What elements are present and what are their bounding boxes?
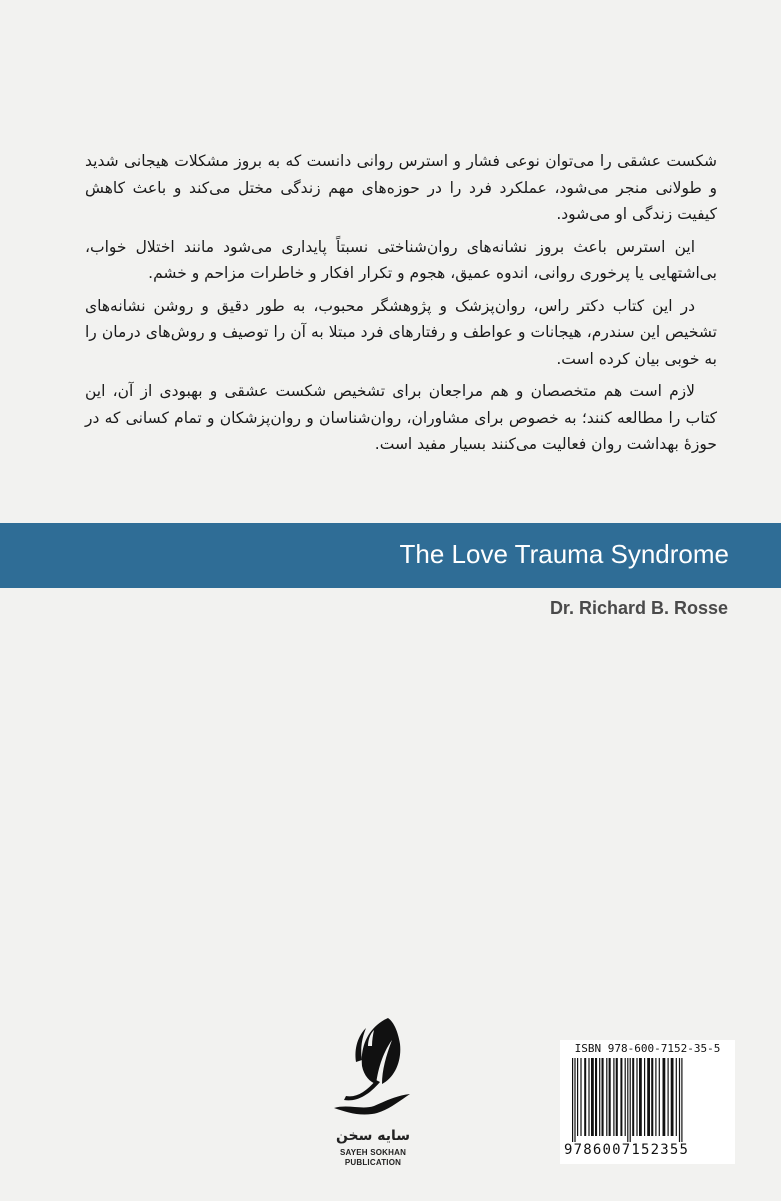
author-name: Dr. Richard B. Rosse [549, 598, 728, 618]
barcode-bar [620, 1058, 622, 1136]
title-band [0, 523, 781, 588]
barcode-bar [644, 1058, 645, 1136]
barcode-bar [574, 1058, 575, 1142]
description-paragraph-1: شکست عشقی را می‌توان نوعی فشار و استرس روانی دانست که به بروز مشکلات هیجانی شدید و طولانی منجر می‌شود، عملکرد فرد را در حوزه‌های مهم زندگی مختل می‌کند و باعث کاهش کیفیت زندگی او می‌شود. [85, 152, 717, 223]
barcode-bar [671, 1058, 674, 1136]
barcode-bar [668, 1058, 669, 1136]
english-title: The Love Trauma Syndrome [399, 539, 729, 569]
barcode-bar [639, 1058, 642, 1136]
isbn-label: ISBN 978-600-7152-35-5 [574, 1042, 721, 1055]
barcode-bar [655, 1058, 656, 1136]
publisher-logo [318, 1010, 428, 1170]
description-paragraph-2: این استرس باعث بروز نشانه‌های روان‌شناختی نسبتاً پایداری می‌شود مانند اختلال خواب، بی‌اشتهایی یا پرخوری روانی، اندوه عمیق، هجوم و تکرار افکار و خاطرات مزاحم و خشم. [85, 237, 717, 282]
barcode-bar [609, 1058, 611, 1136]
barcode-bar [659, 1058, 660, 1136]
barcode-bar [577, 1058, 578, 1136]
barcode-bar [616, 1058, 618, 1136]
barcode-bar [588, 1058, 589, 1136]
barcode-bars [568, 1058, 728, 1142]
barcode-bar [630, 1058, 631, 1142]
isbn-barcode [560, 1040, 735, 1164]
publisher-name-fa: سایه سخن [335, 1128, 411, 1144]
description-paragraph-3: در این کتاب دکتر راس، روان‌پزشک و پژوهشگر محبوب، به طور دقیق و روشن نشانه‌های تشخیص این سندرم، هیجانات و عواطف و رفتارهای فرد مبتلا به آن را توصیف و روش‌های درمان را به خوبی بیان کرده است. [85, 296, 717, 368]
barcode-bar [584, 1058, 586, 1136]
quill-feather-icon [328, 1010, 418, 1125]
barcode-bar [676, 1058, 677, 1136]
barcode-bar [613, 1058, 614, 1136]
barcode-bar [679, 1058, 680, 1142]
barcode-bar [602, 1058, 604, 1136]
barcode-bar [647, 1058, 650, 1136]
book-description [85, 148, 717, 464]
barcode-bar [572, 1058, 573, 1142]
description-paragraph-4: لازم است هم متخصصان و هم مراجعان برای تشخیص شکست عشقی و بهبودی از آن، این کتاب را مطالعه کنند؛ به خصوص برای مشاوران، روان‌شناسان و روان‌پزشکان و تمام کسانی که در حوزهٔ بهداشت روان فعالیت می‌کنند بسیار مفید است. [85, 382, 717, 453]
publisher-name-en-line1: SAYEH SOKHAN [339, 1148, 407, 1157]
isbn-digits: 9786007152355 [564, 1142, 690, 1158]
barcode-bar [580, 1058, 581, 1136]
barcode-bar [681, 1058, 682, 1142]
barcode-bar [625, 1058, 626, 1136]
barcode-bar [606, 1058, 607, 1136]
barcode-bar [636, 1058, 637, 1136]
barcode-bar [599, 1058, 600, 1136]
barcode-bar [651, 1058, 653, 1136]
publisher-name-en [318, 1148, 428, 1168]
barcode-bar [627, 1058, 628, 1142]
barcode-bar [591, 1058, 594, 1136]
barcode-bar [595, 1058, 597, 1136]
barcode-bar [663, 1058, 666, 1136]
barcode-bar [632, 1058, 634, 1136]
publisher-name-en-line2: PUBLICATION [344, 1158, 402, 1167]
